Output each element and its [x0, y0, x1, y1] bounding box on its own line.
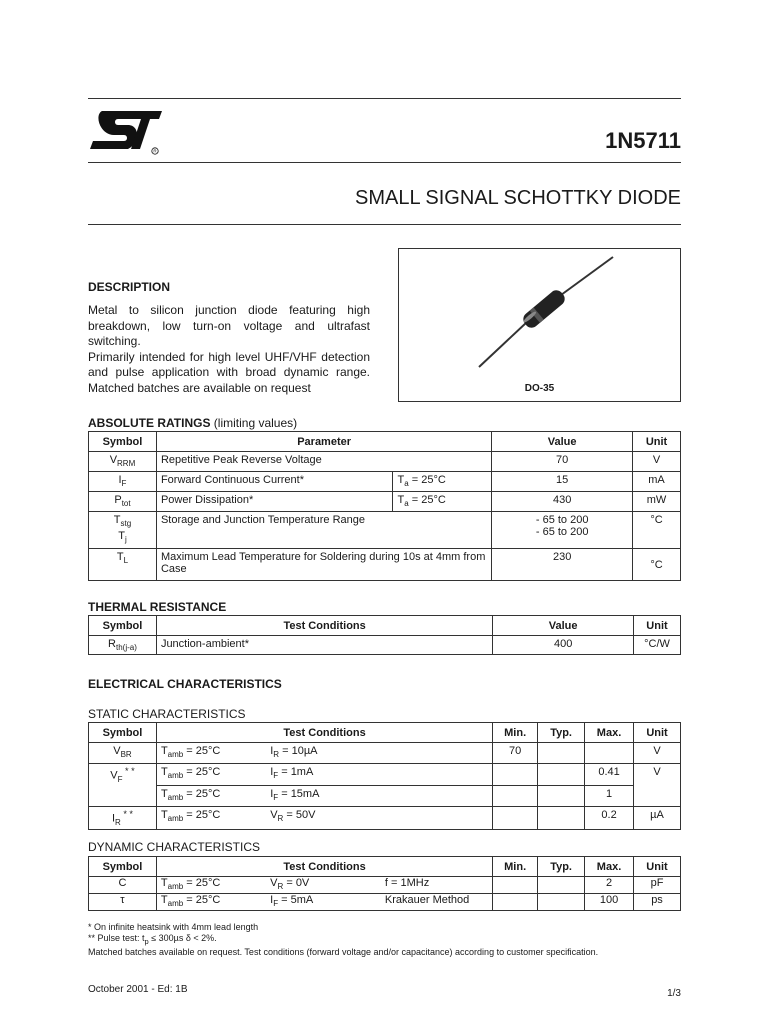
table-row [89, 492, 681, 512]
typ-cell [538, 807, 585, 830]
dynamic-heading: DYNAMIC CHARACTERISTICS [88, 840, 261, 854]
symbol-cell: $V_{BR}$ [89, 743, 157, 764]
value-cell: 230 [492, 549, 633, 581]
condition-cell: $I_F = 1mA$ [266, 764, 492, 786]
symbol-cell: $P_{tot}$ [89, 492, 157, 512]
col-parameter: Parameter [156, 432, 491, 452]
description-text [88, 303, 370, 396]
symbol-cell: τ [89, 894, 157, 911]
symbol-cell: $I_F$ [89, 472, 157, 492]
page-title: SMALL SIGNAL SCHOTTKY DIODE [354, 187, 681, 209]
static-table [88, 722, 681, 830]
col-unit: Unit [634, 616, 681, 636]
unit-cell: mW [633, 492, 681, 512]
condition-cell: $V_R = 0V$ [266, 877, 381, 894]
unit-cell: V [634, 743, 681, 764]
symbol-cell: $V_F$ * * [89, 764, 157, 786]
min-cell [493, 877, 538, 894]
symbol-cell: $R_{th(j-a)}$ [89, 636, 157, 655]
typ-cell [538, 764, 585, 786]
condition-cell: $T_a = 25^\circ C$ [393, 492, 492, 512]
value-cell: - 65 to 200 - 65 to 200 [492, 512, 633, 549]
typ-cell [538, 894, 585, 911]
temp-condition-cell: $T_{amb} = 25^\circ C$ [156, 807, 266, 830]
table-row [89, 549, 681, 581]
value-cell: 70 [492, 452, 633, 472]
dynamic-table [88, 856, 681, 911]
unit-cell: ps [634, 894, 681, 911]
temp-condition-cell: $T_{amb} = 25^\circ C$ [156, 894, 266, 911]
page-number: 1/3 [667, 988, 681, 999]
symbol-cell [89, 786, 157, 807]
unit-cell [634, 786, 681, 807]
col-symbol: Symbol [89, 432, 157, 452]
min-cell: 70 [493, 743, 538, 764]
condition-cell: $I_R = 10\mu A$ [266, 743, 492, 764]
col-symbol: Symbol [89, 723, 157, 743]
st-logo [88, 107, 164, 157]
title-rule [88, 224, 681, 225]
table-row [89, 807, 681, 830]
header-rule [88, 162, 681, 163]
unit-cell: °C [633, 512, 681, 549]
footnote-2: ** Pulse test: $t_p \le 300\mu s$ δ < 2%. [88, 933, 217, 946]
col-min: Min. [493, 723, 538, 743]
max-cell [585, 743, 634, 764]
part-number: 1N5711 [605, 128, 681, 153]
max-cell: 1 [585, 786, 634, 807]
col-test-conditions: Test Conditions [156, 616, 492, 636]
parameter-cell: Maximum Lead Temperature for Soldering during 10s at 4mm from Case [156, 549, 491, 581]
col-symbol: Symbol [89, 857, 157, 877]
symbol-cell: $I_R$ * * [89, 807, 157, 830]
description-para-2: Primarily intended for high level UHF/VHF detection and pulse application with broad dynamic range. Matched batches are available on request [88, 349, 370, 395]
value-cell: 430 [492, 492, 633, 512]
parameter-cell: Storage and Junction Temperature Range [156, 512, 491, 549]
max-cell: 100 [585, 894, 634, 911]
col-test-conditions: Test Conditions [156, 723, 492, 743]
value-cell: 400 [493, 636, 634, 655]
min-cell [493, 894, 538, 911]
table-row [89, 764, 681, 786]
edition-date: October 2001 - Ed: 1B [88, 984, 188, 995]
col-typ: Typ. [538, 723, 585, 743]
extra-condition-cell: Krakauer Method [381, 894, 493, 911]
symbol-cell: $V_{RRM}$ [89, 452, 157, 472]
col-typ: Typ. [538, 857, 585, 877]
description-para-1: Metal to silicon junction diode featuring high breakdown, low turn-on voltage and ultrafast switching. [88, 303, 370, 348]
static-heading: STATIC CHARACTERISTICS [88, 707, 246, 721]
table-header-row [89, 857, 681, 877]
typ-cell [538, 743, 585, 764]
thermal-table [88, 615, 681, 655]
col-unit: Unit [634, 723, 681, 743]
parameter-cell: Power Dissipation* [156, 492, 393, 512]
unit-cell: °C/W [634, 636, 681, 655]
col-max: Max. [585, 723, 634, 743]
extra-condition-cell: f = 1MHz [381, 877, 493, 894]
max-cell: 2 [585, 877, 634, 894]
diode-drawing [399, 249, 682, 403]
table-row [89, 636, 681, 655]
col-min: Min. [493, 857, 538, 877]
absolute-ratings-note: (limiting values) [213, 416, 298, 430]
temp-condition-cell: $T_{amb} = 25^\circ C$ [156, 743, 266, 764]
table-row [89, 472, 681, 492]
col-test-conditions: Test Conditions [156, 857, 492, 877]
max-cell: 0.2 [585, 807, 634, 830]
table-row [89, 877, 681, 894]
footnote-3: Matched batches available on request. Test conditions (forward voltage and/or capacitance) according to customer specification. [88, 946, 599, 957]
condition-cell: $T_a = 25^\circ C$ [393, 472, 492, 492]
unit-cell: mA [633, 472, 681, 492]
min-cell [493, 786, 538, 807]
absolute-ratings-table [88, 431, 681, 581]
unit-cell: V [633, 452, 681, 472]
thermal-heading: THERMAL RESISTANCE [88, 600, 227, 614]
max-cell: 0.41 [585, 764, 634, 786]
unit-cell: µA [634, 807, 681, 830]
col-value: Value [493, 616, 634, 636]
absolute-ratings-title: ABSOLUTE RATINGS [88, 416, 211, 430]
symbol-cell: $T_L$ [89, 549, 157, 581]
condition-cell: Junction-ambient* [156, 636, 492, 655]
package-label: DO-35 [524, 383, 555, 394]
unit-cell: °C [633, 549, 681, 581]
col-unit: Unit [633, 432, 681, 452]
symbol-cell: $T_{stg}$ $T_j$ [89, 512, 157, 549]
package-figure [398, 248, 681, 402]
footnotes [88, 922, 598, 958]
condition-cell: $I_F = 5mA$ [266, 894, 381, 911]
parameter-cell: Repetitive Peak Reverse Voltage [156, 452, 491, 472]
condition-cell: $V_R = 50V$ [266, 807, 492, 830]
typ-cell [538, 877, 585, 894]
col-max: Max. [585, 857, 634, 877]
col-unit: Unit [634, 857, 681, 877]
table-row [89, 894, 681, 911]
table-row [89, 786, 681, 807]
footnote-1: * On infinite heatsink with 4mm lead length [88, 922, 259, 932]
parameter-cell: Forward Continuous Current* [156, 472, 393, 492]
electrical-heading: ELECTRICAL CHARACTERISTICS [88, 677, 282, 691]
unit-cell: V [634, 764, 681, 786]
condition-cell: $I_F = 15mA$ [266, 786, 492, 807]
description-heading: DESCRIPTION [88, 280, 171, 294]
min-cell [493, 764, 538, 786]
table-row [89, 743, 681, 764]
temp-condition-cell: $T_{amb} = 25^\circ C$ [156, 764, 266, 786]
col-symbol: Symbol [89, 616, 157, 636]
top-rule [88, 98, 681, 99]
table-row [89, 512, 681, 549]
typ-cell [538, 786, 585, 807]
temp-condition-cell: $T_{amb} = 25^\circ C$ [156, 786, 266, 807]
unit-cell: pF [634, 877, 681, 894]
table-header-row [89, 616, 681, 636]
min-cell [493, 807, 538, 830]
svg-text:R: R [153, 148, 157, 154]
absolute-ratings-heading [88, 416, 297, 430]
table-header-row [89, 723, 681, 743]
table-header-row [89, 432, 681, 452]
col-value: Value [492, 432, 633, 452]
value-cell: 15 [492, 472, 633, 492]
temp-condition-cell: $T_{amb} = 25^\circ C$ [156, 877, 266, 894]
table-row [89, 452, 681, 472]
symbol-cell: C [89, 877, 157, 894]
